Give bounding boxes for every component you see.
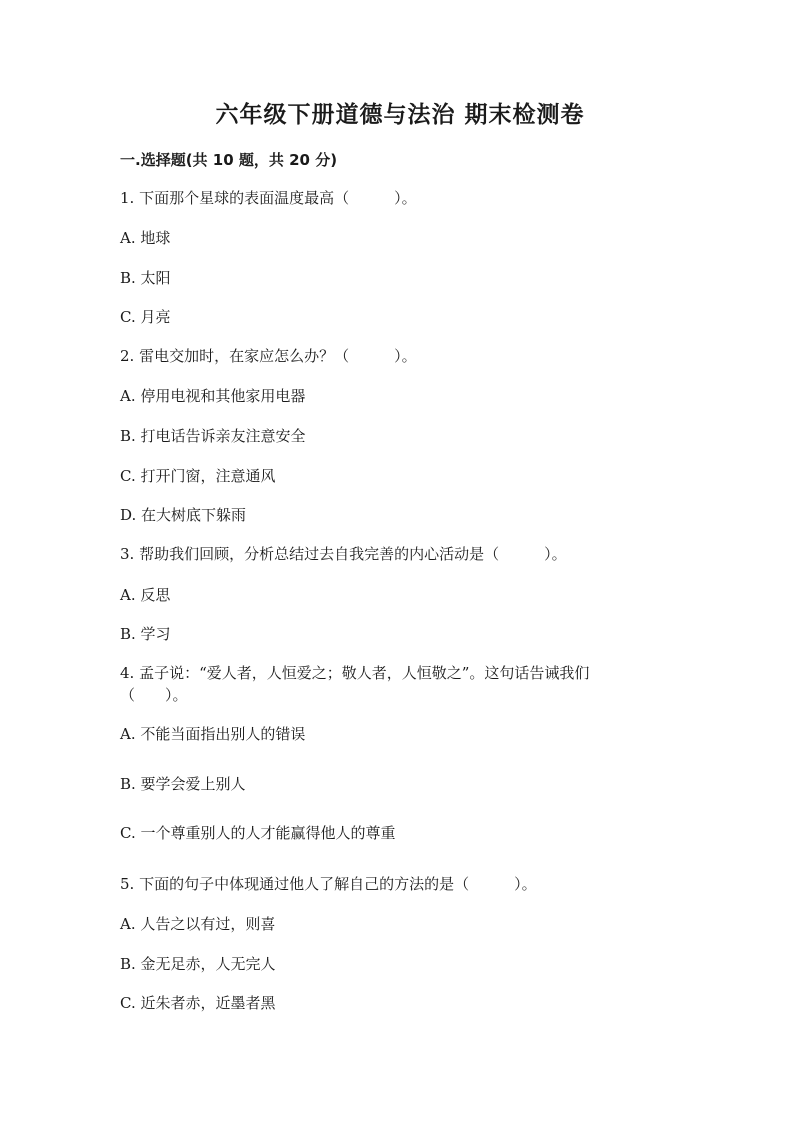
question-stem: 5. 下面的句子中体现通过他人了解自己的方法的是（ ）。 [120,875,537,893]
answer-option: B. 学习 [120,625,171,643]
answer-option: C. 月亮 [120,308,171,326]
answer-option: A. 人告之以有过，则喜 [120,915,276,933]
answer-option: C. 近朱者赤，近墨者黑 [120,994,276,1012]
question-stem: 3. 帮助我们回顾，分析总结过去自我完善的内心活动是（ ）。 [120,545,567,563]
section-heading: 一.选择题(共 10 题，共 20 分) [120,151,338,169]
answer-option: A. 反思 [120,586,171,604]
answer-option: A. 地球 [120,229,171,247]
page-title: 六年级下册道德与法治 期末检测卷 [215,102,585,128]
answer-option: B. 打电话告诉亲友注意安全 [120,427,306,445]
question-stem: 2. 雷电交加时，在家应怎么办？（ ）。 [120,347,417,365]
answer-option: A. 不能当面指出别人的错误 [120,725,306,743]
question-stem: 4. 孟子说：“爱人者，人恒爱之；敬人者，人恒敬之”。这句话告诫我们（ ）。 [120,664,590,704]
answer-option: A. 停用电视和其他家用电器 [120,387,306,405]
answer-option: B. 太阳 [120,269,171,287]
answer-option: C. 打开门窗，注意通风 [120,467,276,485]
question-stem: 1. 下面那个星球的表面温度最高（ ）。 [120,189,417,207]
answer-option: C. 一个尊重别人的人才能赢得他人的尊重 [120,824,396,842]
answer-option: B. 要学会爱上别人 [120,775,246,793]
answer-option: B. 金无足赤，人无完人 [120,955,276,973]
answer-option: D. 在大树底下躲雨 [120,506,247,524]
